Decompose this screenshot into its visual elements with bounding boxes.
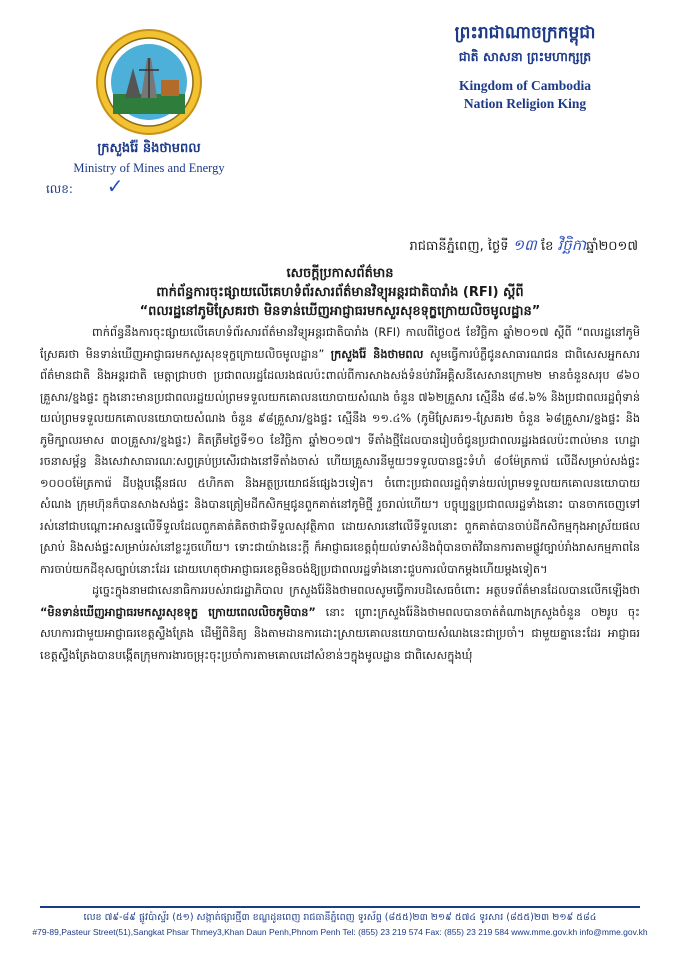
reference-label: លេខ:	[46, 182, 73, 196]
date-month-label: ខែ	[540, 239, 554, 254]
paragraph-1-ministry: ក្រសួងរ៉ែ និងថាមពល	[330, 347, 424, 361]
date-month: វិច្ឆិកា	[557, 236, 587, 254]
paragraph-1-intro: ពាក់ព័ន្ធនឹងការចុះផ្សាយលើគេហទំព័រសារព័ត៌មានវិទ្យុអន្តរជាតិបារាំង (RFI) កាលពីថ្ងៃ០៥ ខែវិច្ឆិកា ឆ្នាំ២០១៧ ស្តីពី “ពលរដ្ឋនៅភូមិស្រែគរថា មិនទាន់ឃើញអាជ្ញាធរមកសួរសុខទុក្ខក្រោយលិចមូលដ្ឋាន”	[40, 326, 640, 361]
paragraph-2-intro: ដូច្នេះក្នុងនាមជាសេនាធិការរបស់រាជរដ្ឋាភិបាល ក្រសួងរ៉ែនិងថាមពលសូមធ្វើការបដិសេធចំពោះ អត្ថបទព័ត៌មានដែលបានលើកឡើងថា	[92, 584, 640, 597]
reference-number	[46, 174, 124, 199]
document-date	[409, 236, 638, 258]
paragraph-2-text: នោះ ព្រោះក្រសួងរ៉ែនិងថាមពលបានចាត់តំណាងក្រសួងចំនួន ០២រូប ចុះសហការជាមួយអាជ្ញាធរខេត្តស្ទឹងត្រែង ដើម្បីពិនិត្យ និងតាមដានការដោះស្រាយគោលនយោបាយសំណងនេះជាប្រចាំ។ ជាមួយគ្នានេះដែរ អាជ្ញាធរខេត្តស្ទឹងត្រែងបានបង្កើតក្រុមការងារចម្រុះចុះប្រចាំការតាមគោលដៅសំខាន់ៗក្នុងមូលដ្ឋាន ជាពិសេសក្នុងឃុំ	[40, 605, 640, 662]
date-prefix: រាជធានីភ្នំពេញ, ថ្ងៃទី	[409, 239, 509, 254]
footer-address-english: #79-89,Pasteur Street(51),Sangkat Phsar Thmey3,Khan Daun Penh,Phnom Penh Tel: (855) 23 219 574 Fax: (855) 23 219 584 www.mme.gov.kh info@mme.gov.kh	[32, 927, 648, 937]
title-line-2: ពាក់ព័ន្ធការចុះផ្សាយលើគេហទំព័រសារព័ត៌មានវិទ្យុអន្តរជាតិបារាំង (RFI) ស្តីពី	[156, 285, 524, 300]
ministry-header	[44, 28, 254, 176]
document-body	[40, 322, 640, 666]
footer-address-khmer: លេខ ៧៩-៨៩ ផ្លូវប៉ាស្ទ័រ (៥១) សង្កាត់ផ្សារថ្មី៣ ខណ្ឌដូនពេញ រាជធានីភ្នំពេញ ទូរស័ព្ទ (៨៥៥)២៣ ២១៩ ៥៧៤ ទូរសារ (៨៥៥)២៣ ២១៩ ៥៨៤	[83, 912, 597, 923]
date-year: ឆ្នាំ២០១៧	[586, 239, 638, 254]
kingdom-name-english: Kingdom of Cambodia	[458, 78, 592, 93]
kingdom-header	[405, 22, 645, 112]
ministry-seal-icon	[95, 28, 203, 136]
paragraph-2-quote: “មិនទាន់ឃើញអាជ្ញាធរមកសួរសុខទុក្ខ ក្រោយពេលលិចភូមិបាន”	[40, 605, 316, 619]
ministry-name-khmer: ក្រសួងរ៉ែ និងថាមពល	[97, 141, 201, 156]
kingdom-name-khmer: ព្រះរាជាណាចក្រកម្ពុជា	[454, 23, 596, 43]
ministry-name-english: Ministry of Mines and Energy	[73, 161, 225, 175]
motto-english: Nation Religion King	[463, 96, 587, 111]
document-title	[40, 264, 640, 321]
paragraph-2	[40, 580, 640, 666]
title-line-1: សេចក្តីប្រកាសព័ត៌មាន	[286, 266, 394, 281]
footer-divider	[40, 906, 640, 908]
motto-khmer: ជាតិ សាសនា ព្រះមហាក្សត្រ	[458, 49, 592, 64]
check-mark-icon: ✓	[106, 174, 124, 198]
date-day: ១៣	[512, 236, 537, 254]
paragraph-1	[40, 322, 640, 580]
page-footer	[0, 906, 680, 937]
title-line-3: “ពលរដ្ឋនៅភូមិស្រែគរថា មិនទាន់ឃើញអាជ្ញាធរមកសួរសុខទុក្ខក្រោយលិចមូលដ្ឋាន”	[139, 304, 541, 319]
paragraph-1-text: សូមធ្វើការបំភ្លឺជូនសាធារណជន ជាពិសេសអ្នកសារព័ត៌មានជាតិ និងអន្តរជាតិ មេត្តាជ្រាបថា ប្រជាពលរដ្ឋដែលរងផលប៉ះពាល់ពីការសាងសង់ទំនប់វារីអគ្គិសនីសេសានក្រោម២ មានចំនួនសរុប ៨៦០ គ្រួសារ/ខ្នងផ្ទះ ក្នុងនោះមានប្រជាពលរដ្ឋយល់ព្រមទទួលយកគោលនយោបាយសំណង ចំនួន ៧៦២គ្រួសារ ស្មើនឹង ៨៨.៦% និងប្រជាពលរដ្ឋពុំទាន់យល់ព្រមទទួលយកគោលនយោបាយសំណង ចំនួន ៩៨គ្រួសារ/ខ្នងផ្ទះ ស្មើនឹង ១១.៤% (ភូមិស្រែគរ១-ស្រែគរ២ ចំនួន ៦៨គ្រួសារ/ខ្នងផ្ទះ និងភូមិក្បាលរមាស ៣០គ្រួសារ/ខ្នងផ្ទះ) គិតត្រឹមថ្ងៃទី១០ ខែវិច្ឆិកា ឆ្នាំ២០១៧។ ទីតាំងថ្មីដែលបានរៀបចំជូនប្រជាពលរដ្ឋរងផលប៉ះពាល់មាន ហេដ្ឋារចនាសម្ព័ន្ធ និងសេវាសាធារណៈសព្វគ្រប់ប្រសើរជាងនៅទីតាំងចាស់ ហើយគ្រួសារនីមួយៗទទួលបានផ្ទះទំហំ ៨០ម៉ែត្រការ៉េ លើដីសម្រាប់សង់ផ្ទះ ១០០០ម៉ែត្រការ៉េ ដីបង្កបង្កើនផល ៥ហិកតា និងអត្ថប្រយោជន៍ផ្សេងៗទៀត។ ចំពោះប្រជាពលរដ្ឋពុំទាន់យល់ព្រមទទួលយកគោលនយោបាយសំណង ក្រុមហ៊ុនក៏បានសាងសង់ផ្ទះ និងបានត្រៀមដីកសិកម្មជូនពួកគាត់នៅភូមិថ្មី រួចរាល់ហើយ។ បច្ចុប្បន្នប្រជាពលរដ្ឋទាំងនោះ បានចាកចេញទៅរស់នៅជាបណ្តោះអាសន្នលើទីទួលដែលពួកគាត់គិតថាជាទីទួលសុវត្ថិភាព ដោយសារនៅលើទីទួលនោះ ពួកគាត់បានចាប់ដីកសិកម្មកុងអាស្រ័យផលស្រាប់ និងសង់ផ្ទះសម្រាប់រស់នៅខ្លះរួចហើយ។ ទោះជាយ៉ាងនេះក្តី ក៏អាជ្ញាធរខេត្តពុំយល់ទាស់និងពុំបានចាត់វិធានការតាមផ្លូវច្បាប់រាំងរាសកម្មភាពនៃការចាប់យកដីខុសច្បាប់នោះដែរ ដោយហេតុថាអាជ្ញាធរខេត្តមិនចង់ឱ្យប្រជាពលរដ្ឋទាំងនោះជួបការលំបាកម្តងហើយម្តងទៀត។	[40, 347, 640, 576]
